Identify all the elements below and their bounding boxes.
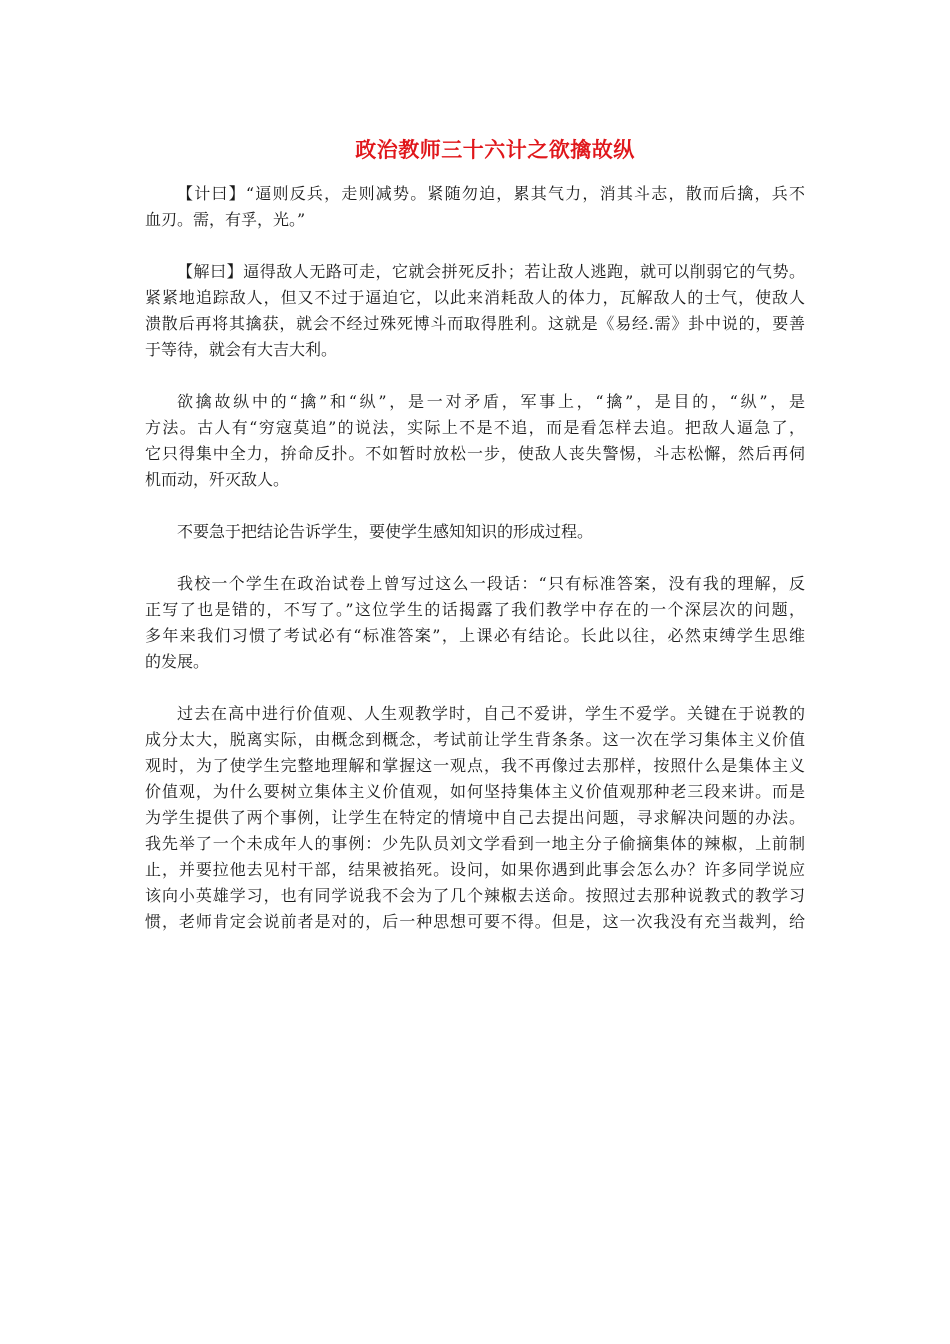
paragraph-line: 止，并要拉他去见村干部，结果被掐死。设问，如果你遇到此事会怎么办？许多同学说应	[145, 860, 805, 879]
paragraph-line: 我先举了一个未成年人的事例：少先队员刘文学看到一地主分子偷摘集体的辣椒，上前制	[145, 834, 805, 853]
paragraph-line: 【计曰】“逼则反兵，走则减势。紧随勿迫，累其气力，消其斗志，散而后擒，兵不	[177, 184, 805, 203]
paragraph-ji-yue	[145, 181, 805, 233]
paragraph-line: 该向小英雄学习，也有同学说我不会为了几个辣椒去送命。按照过去那种说教式的教学习	[145, 886, 805, 905]
paragraph-line: 方法。古人有“穷寇莫追”的说法，实际上不是不追，而是看怎样去追。把敌人逼急了，	[145, 418, 805, 437]
paragraph-principle	[145, 519, 805, 545]
paragraph-line: 机而动，歼灭敌人。	[145, 470, 290, 489]
paragraph-line: 价值观，为什么要树立集体主义价值观，如何坚持集体主义价值观那种老三段来讲。而是	[145, 782, 805, 801]
paragraph-line: 过去在高中进行价值观、人生观教学时，自己不爱讲，学生不爱学。关键在于说教的	[177, 704, 805, 723]
paragraph-line: 正写了也是错的，不写了。”这位学生的话揭露了我们教学中存在的一个深层次的问题，	[145, 600, 805, 619]
paragraph-line: 【解曰】逼得敌人无路可走，它就会拼死反扑；若让敌人逃跑，就可以削弱它的气势。	[177, 262, 805, 281]
paragraph-line: 成分太大，脱离实际，由概念到概念，考试前让学生背条条。这一次在学习集体主义价值	[145, 730, 805, 749]
paragraph-line: 的发展。	[145, 652, 210, 671]
paragraph-line: 溃散后再将其擒获，就会不经过殊死博斗而取得胜利。这就是《易经.需》卦中说的，要善	[145, 314, 805, 333]
paragraph-line: 血刃。需，有孚，光。”	[145, 210, 306, 229]
paragraph-line: 我校一个学生在政治试卷上曾写过这么一段话：“只有标准答案，没有我的理解，反	[177, 574, 805, 593]
paragraph-line: 它只得集中全力，拚命反扑。不如暂时放松一步，使敌人丧失警惕，斗志松懈，然后再伺	[145, 444, 805, 463]
paragraph-line: 惯，老师肯定会说前者是对的，后一种思想可要不得。但是，这一次我没有充当裁判，给	[145, 912, 805, 931]
paragraph-teaching-example	[145, 701, 805, 935]
paragraph-jie-yue	[145, 259, 805, 363]
paragraph-line: 欲擒故纵中的“擒”和“纵”，是一对矛盾，军事上，“擒”，是目的，“纵”，是	[177, 392, 805, 411]
paragraph-line: 多年来我们习惯了考试必有“标准答案”，上课必有结论。长此以往，必然束缚学生思维	[145, 626, 805, 645]
paragraph-line: 不要急于把结论告诉学生，要使学生感知知识的形成过程。	[177, 522, 594, 541]
paragraph-line: 观时，为了使学生完整地理解和掌握这一观点，我不再像过去那样，按照什么是集体主义	[145, 756, 805, 775]
paragraph-line: 于等待，就会有大吉大利。	[145, 340, 338, 359]
paragraph-line: 为学生提供了两个事例，让学生在特定的情境中自己去提出问题，寻求解决问题的办法。	[145, 808, 805, 827]
paragraph-student-quote	[145, 571, 805, 675]
paragraph-qin-zong	[145, 389, 805, 493]
document-body	[145, 181, 805, 961]
paragraph-line: 紧紧地追踪敌人，但又不过于逼迫它，以此来消耗敌人的体力，瓦解敌人的士气，使敌人	[145, 288, 805, 307]
document-title: 政治教师三十六计之欲擒故纵	[355, 137, 635, 162]
